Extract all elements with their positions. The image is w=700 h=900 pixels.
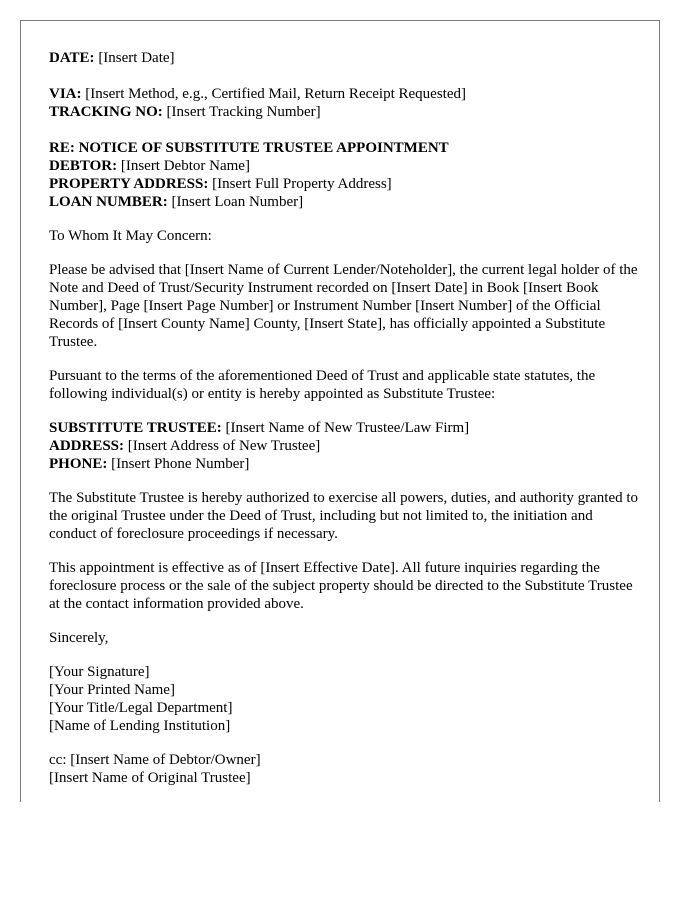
address-value: [Insert Address of New Trustee] bbox=[127, 438, 321, 454]
signature-placeholder: [Your Signature] bbox=[49, 664, 150, 680]
trustee-address-line bbox=[49, 437, 639, 455]
date-label: DATE: bbox=[49, 50, 95, 66]
via-value: [Insert Method, e.g., Certified Mail, Return Receipt Requested] bbox=[85, 86, 466, 102]
paragraph-appointment: Pursuant to the terms of the aforementioned Deed of Trust and applicable state statutes, the following individual(s) or entity is hereby appointed as Substitute Trustee: bbox=[49, 368, 596, 402]
property-line bbox=[49, 175, 639, 193]
trustee-line bbox=[49, 419, 639, 437]
address-label: ADDRESS: bbox=[49, 438, 125, 454]
debtor-value: [Insert Debtor Name] bbox=[120, 158, 250, 174]
valediction: Sincerely, bbox=[49, 630, 109, 646]
paragraph-authority: The Substitute Trustee is hereby authorized to exercise all powers, duties, and authority granted to the original Trustee under the Deed of Trust, including but not limited to, the initiation and conduct of foreclosure proceedings if necessary. bbox=[49, 490, 639, 542]
tracking-label: TRACKING NO: bbox=[49, 104, 163, 120]
cc-line-debtor: cc: [Insert Name of Debtor/Owner] bbox=[49, 752, 261, 768]
trustee-phone-line bbox=[49, 455, 639, 473]
debtor-line bbox=[49, 157, 639, 175]
property-label: PROPERTY ADDRESS: bbox=[49, 176, 209, 192]
cc-line-trustee: [Insert Name of Original Trustee] bbox=[49, 770, 251, 786]
via-line bbox=[49, 85, 639, 103]
salutation: To Whom It May Concern: bbox=[49, 228, 212, 244]
property-value: [Insert Full Property Address] bbox=[212, 176, 392, 192]
date-line bbox=[49, 49, 639, 67]
via-label: VIA: bbox=[49, 86, 82, 102]
loan-label: LOAN NUMBER: bbox=[49, 194, 168, 210]
date-value: [Insert Date] bbox=[98, 50, 175, 66]
letter-page bbox=[20, 20, 660, 802]
phone-value: [Insert Phone Number] bbox=[111, 456, 250, 472]
loan-value: [Insert Loan Number] bbox=[171, 194, 304, 210]
printed-name: [Your Printed Name] bbox=[49, 682, 175, 698]
loan-line bbox=[49, 193, 639, 211]
trustee-label: SUBSTITUTE TRUSTEE: bbox=[49, 420, 222, 436]
signer-title: [Your Title/Legal Department] bbox=[49, 700, 233, 716]
re-heading: RE: NOTICE OF SUBSTITUTE TRUSTEE APPOINTMENT bbox=[49, 140, 449, 156]
institution-name: [Name of Lending Institution] bbox=[49, 718, 231, 734]
debtor-label: DEBTOR: bbox=[49, 158, 118, 174]
paragraph-lender-notice: Please be advised that [Insert Name of Current Lender/Noteholder], the current legal holder of the Note and Deed of Trust/Security Instrument recorded on [Insert Date] in Book [Insert Book Number], Page [Insert Page Number] or Instrument Number [Insert Number] of the Official Records of [Insert County Name] County, [Insert State], has officially appointed a Substitute Trustee. bbox=[49, 262, 638, 350]
phone-label: PHONE: bbox=[49, 456, 108, 472]
letter-content bbox=[49, 49, 639, 787]
tracking-line bbox=[49, 103, 639, 121]
tracking-value: [Insert Tracking Number] bbox=[166, 104, 321, 120]
trustee-value: [Insert Name of New Trustee/Law Firm] bbox=[225, 420, 470, 436]
paragraph-effective-date: This appointment is effective as of [Insert Effective Date]. All future inquiries regarding the foreclosure process or the sale of the subject property should be directed to the Substitute Trustee at the contact information provided above. bbox=[49, 560, 633, 612]
re-line bbox=[49, 139, 639, 157]
